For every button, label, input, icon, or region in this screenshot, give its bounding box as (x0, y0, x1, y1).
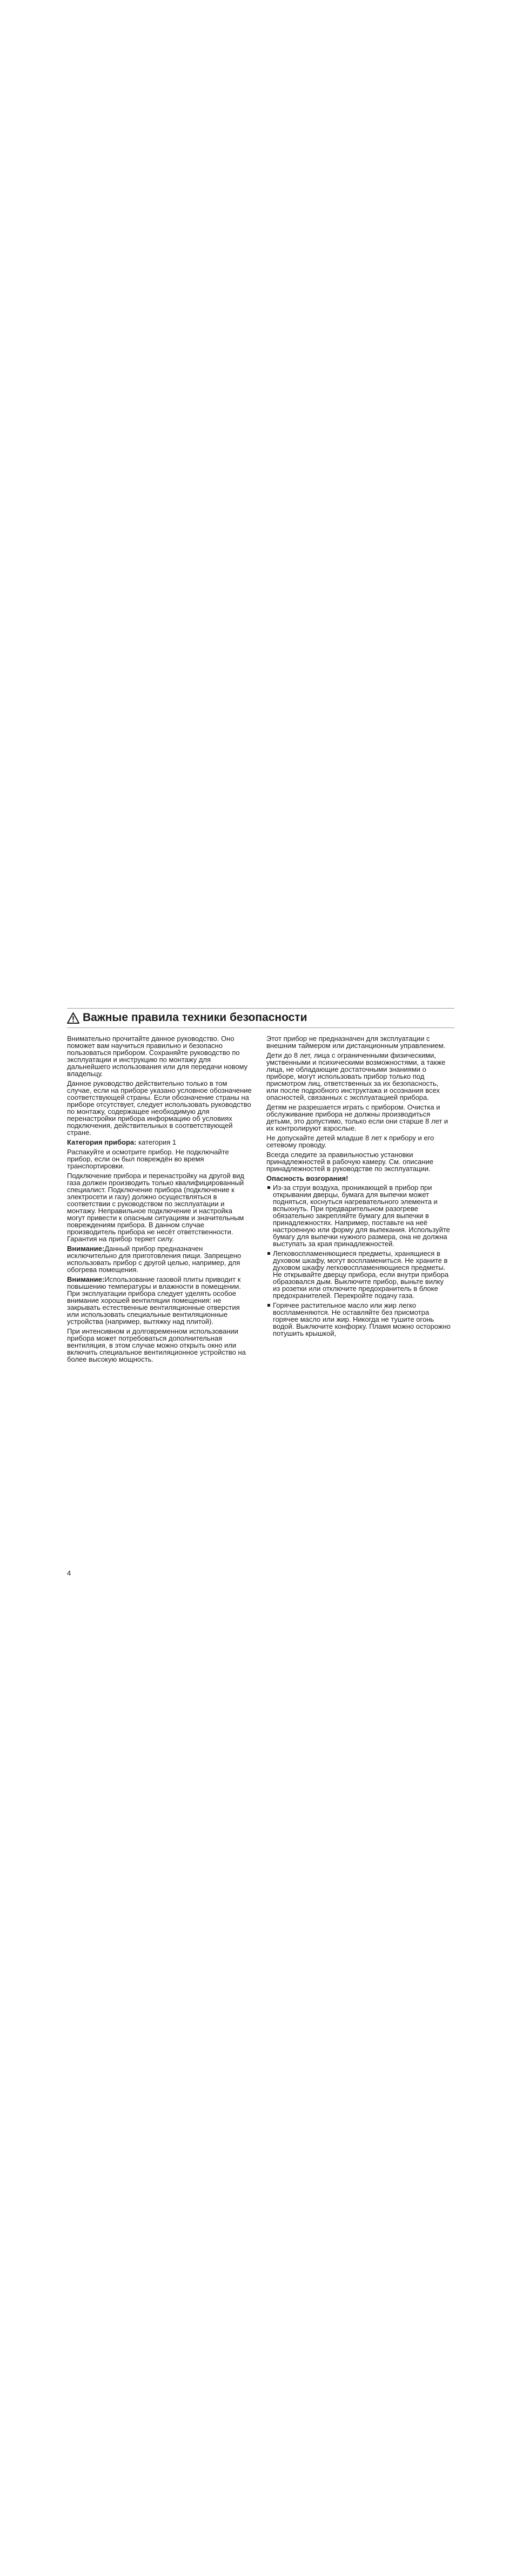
attention-lead-2: Внимание: (67, 1275, 105, 1283)
timer-paragraph: Этот прибор не предназначен для эксплуатации с внешним таймером или дистанционным управлением. (266, 1035, 446, 1050)
attention-paragraph-2 (67, 1276, 252, 1325)
section-bottom-rule (67, 1027, 454, 1028)
intro-paragraph: Внимательно прочитайте данное руководство. Оно поможет вам научиться правильно и безопасно пользоваться прибором. Сохраняйте руководство по эксплуатации и инструкцию по монтажу для дальнейшего использования или для передачи новому владельцу. (67, 1035, 248, 1078)
list-item: Из-за струи воздуха, проникающей в прибор при открывании дверцы, бумага для выпечки может подняться, коснуться нагревательного элемента и вспыхнуть. При предварительном разогреве обязательно закрепляйте бумагу для выпечки в принадлежностях. Например, поставьте на неё настроенную или форму для выпекания. Используйте бумагу для выпечки нужного размера, она не должна выступать за края принадлежностей. (266, 1184, 451, 1247)
attention-text-1: Данный прибор предназначен исключительно для приготовления пищи. Запрещено использовать прибор с другой целью, например, для обогрева помещения. (67, 1245, 242, 1274)
category-paragraph (67, 1139, 252, 1146)
country-paragraph: Данное руководство действительно только в том случае, если на приборе указано условное обозначение соответствующей страны. Если обозначение страны на приборе отсутствует, следует использовать руководство по монтажу, содержащее необходимую для перенастройки прибора информацию об условиях подключения, действительных в соответствующей стране. (67, 1079, 252, 1137)
section-top-rule (67, 1008, 454, 1009)
unpack-paragraph: Распакуйте и осмотрите прибор. Не подключайте прибор, если он был повреждён во время транспортировки. (67, 1148, 229, 1170)
children-paragraph: Дети до 8 лет, лица с ограниченными физическими, умственными и психическими возможностями, а также лица, не обладающие достаточными знаниями о приборе, могут использовать прибор только под присмотром лиц, ответственных за их безопасность, или после подробного инструктажа и осознания всех опасностей, связанных с эксплуатацией прибора. (266, 1051, 446, 1101)
left-column (67, 1035, 252, 1365)
warning-triangle-icon (67, 1012, 79, 1024)
fire-danger-list (266, 1184, 451, 1337)
category-lead: Категория прибора: (67, 1138, 137, 1146)
attention-lead-1: Внимание: (67, 1245, 105, 1253)
attention-text-2: Использование газовой плиты приводит к повышению температуры и влажности в помещении. При эксплуатации прибора следует уделять особое внимание хорошей вентиляции помещения: не закрывать естественные вентиляционные отверстия или использовать специальные вентиляционные устройства (например, вытяжку над плитой). (67, 1275, 241, 1326)
section-title: Важные правила техники безопасности (83, 1011, 307, 1024)
connection-paragraph: Подключение прибора и перенастройку на другой вид газа должен производить только квалифицированный специалист. Подключение прибора (подключение к электросети и газу) должно осуществляться в соответствии с руководством по эксплуатации и монтажу. Неправильное подключение и настройка могут привести к опасным ситуациям и значительным повреждениям прибора. В данном случае производитель прибора не несёт ответственности. Гарантия на прибор теряет силу. (67, 1172, 244, 1243)
fire-danger-heading: Опасность возгорания! (266, 1174, 349, 1182)
children-cord-paragraph: Не допускайте детей младше 8 лет к прибору и его сетевому проводу. (266, 1134, 434, 1149)
list-item: Легковоспламеняющиеся предметы, хранящиеся в духовом шкафу, могут воспламениться. Не храните в духовом шкафу легковоспламеняющиеся предметы. Не открывайте дверцу прибора, если внутри прибора образовался дым. Выключите прибор, выньте вилку из розетки или отключите предохранитель в блоке предохранителей. Перекройте подачу газа. (266, 1250, 451, 1299)
right-column (266, 1035, 451, 1340)
list-item: Горячее растительное масло или жир легко воспламеняются. Не оставляйте без присмотра горячее масло или жир. Никогда не тушите огонь водой. Выключите конфорку. Пламя можно осторожно потушить крышкой, (266, 1302, 451, 1337)
page-number: 4 (67, 1569, 71, 1577)
children-play-paragraph: Детям не разрешается играть с прибором. Очистка и обслуживание прибора не должны производиться детьми, это допустимо, только если они старше 8 лет и их контролируют взрослые. (266, 1103, 448, 1132)
section-heading (67, 1010, 454, 1025)
ventilation-paragraph: При интенсивном и долговременном использовании прибора может потребоваться дополнительная вентиляция, в этом случае можно открыть окно или включить специальное вентиляционное устройство на более высокую мощность. (67, 1327, 246, 1363)
accessories-paragraph: Всегда следите за правильностью установки принадлежностей в рабочую камеру. См. описание принадлежностей в руководстве по эксплуатации. (266, 1151, 434, 1173)
category-text: категория 1 (136, 1138, 177, 1146)
attention-paragraph-1 (67, 1245, 252, 1273)
